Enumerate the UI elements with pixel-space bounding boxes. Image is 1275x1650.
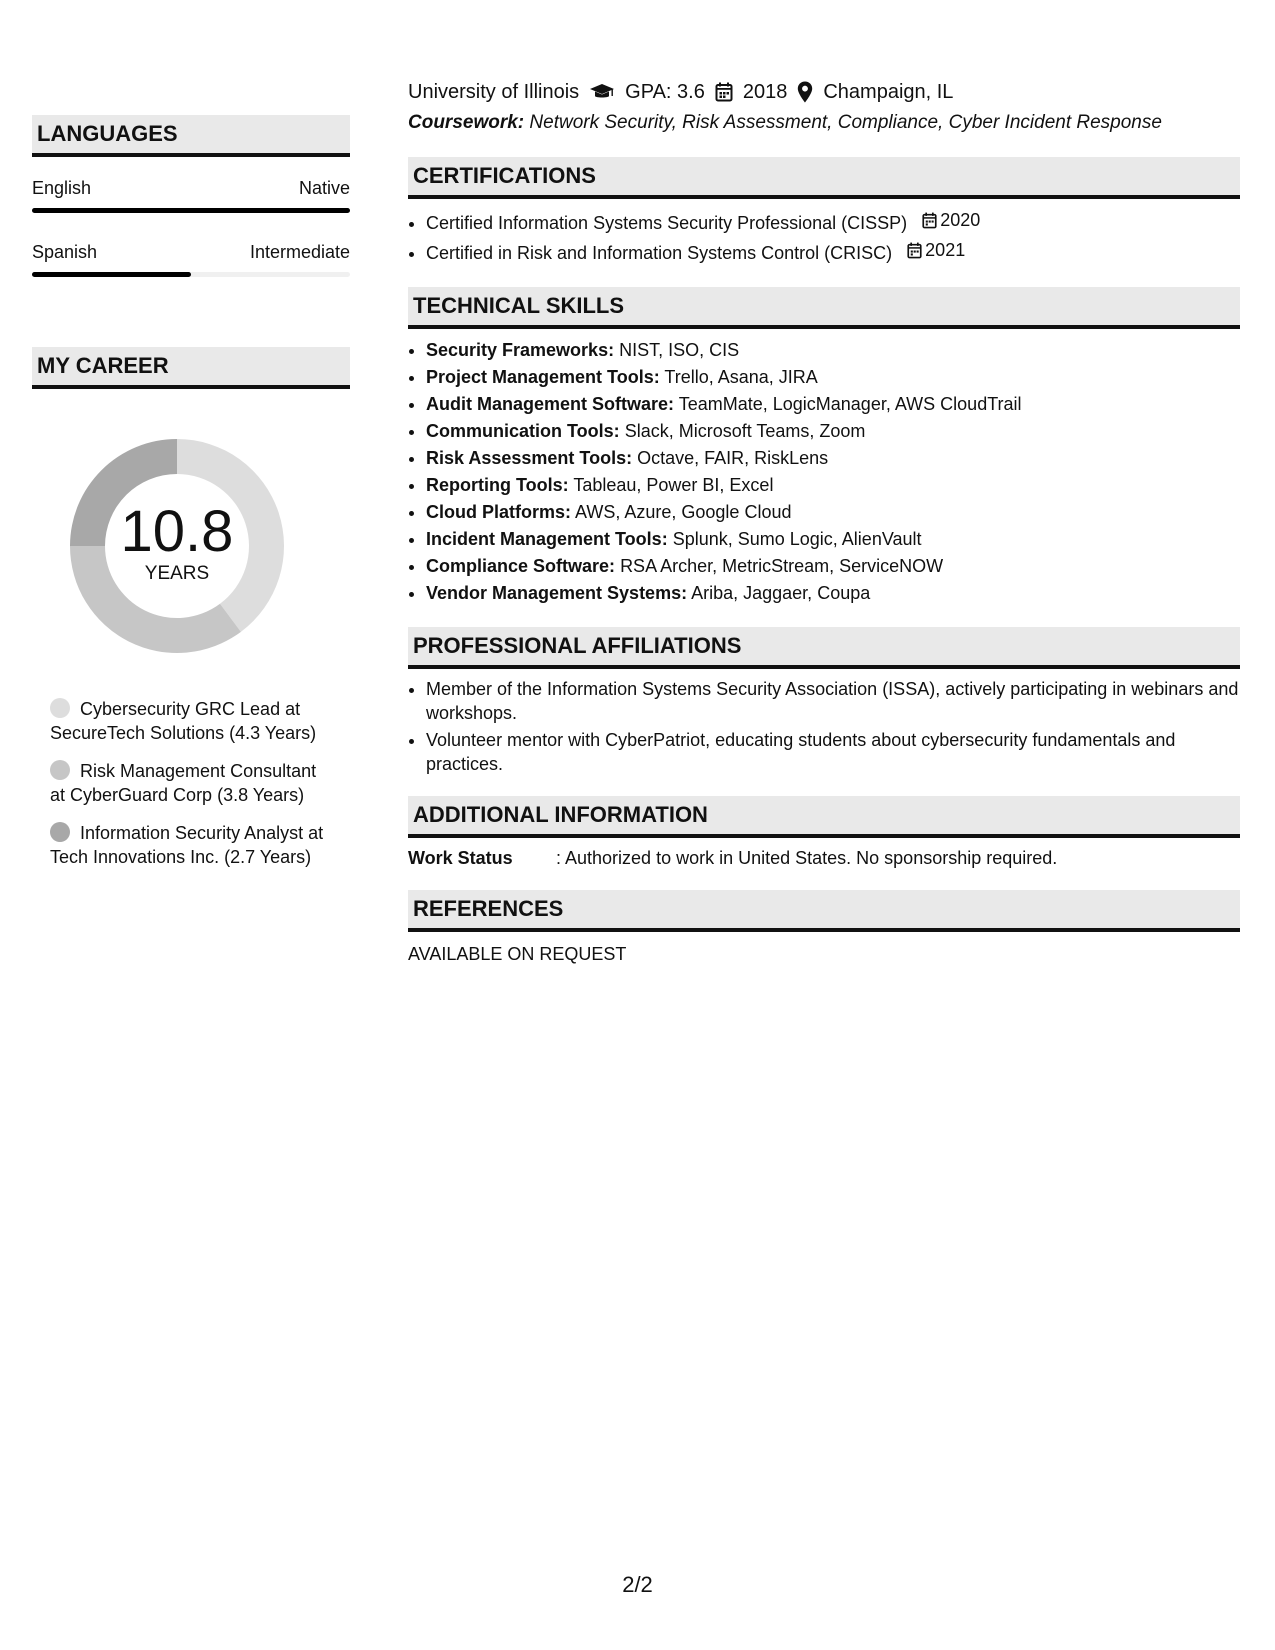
skill-label: Communication Tools: xyxy=(426,421,620,441)
career-years-label: YEARS xyxy=(144,563,210,584)
calendar-icon xyxy=(715,82,733,102)
language-item xyxy=(32,177,350,213)
language-name: English xyxy=(32,178,92,198)
references-header: REFERENCES xyxy=(408,890,1240,932)
career-role-text: Information Security Analyst at Tech Innovations Inc. (2.7 Years) xyxy=(50,823,324,867)
career-role-text: Risk Management Consultant at CyberGuard Corp (3.8 Years) xyxy=(50,761,317,805)
skill-label: Vendor Management Systems: xyxy=(426,583,688,603)
skill-value: Octave, FAIR, RiskLens xyxy=(637,448,829,468)
calendar-icon xyxy=(907,242,922,259)
skill-label: Compliance Software: xyxy=(426,556,616,576)
education-location: Champaign, IL xyxy=(823,81,954,103)
career-role xyxy=(50,697,332,745)
language-level: Intermediate xyxy=(249,242,350,262)
skill-value: Trello, Asana, JIRA xyxy=(664,367,818,387)
map-pin-icon xyxy=(797,81,813,103)
calendar-icon xyxy=(922,212,937,229)
certification-year: 2020 xyxy=(940,210,981,230)
page-number: 2/2 xyxy=(622,1572,653,1597)
skill-value: TeamMate, LogicManager, AWS CloudTrail xyxy=(678,394,1022,414)
skill-item xyxy=(426,526,1240,553)
skill-value: Tableau, Power BI, Excel xyxy=(573,475,774,495)
gpa: GPA: 3.6 xyxy=(625,81,705,103)
career-role-text: Cybersecurity GRC Lead at SecureTech Solutions (4.3 Years) xyxy=(50,699,317,743)
skill-label: Project Management Tools: xyxy=(426,367,660,387)
certifications-header: CERTIFICATIONS xyxy=(408,157,1240,199)
skill-value: NIST, ISO, CIS xyxy=(619,340,740,360)
legend-dot xyxy=(50,698,70,718)
skill-item xyxy=(426,499,1240,526)
certification-item xyxy=(426,237,1240,267)
language-proficiency-bar xyxy=(32,272,350,277)
skill-item xyxy=(426,472,1240,499)
skill-item xyxy=(426,580,1240,607)
certification-item xyxy=(426,207,1240,237)
certification-name: Certified Information Systems Security Professional (CISSP) xyxy=(426,213,908,233)
certifications-section xyxy=(408,157,1240,267)
skills-list xyxy=(408,337,1240,607)
coursework-text: Network Security, Risk Assessment, Compliance, Cyber Incident Response xyxy=(529,112,1162,133)
affiliation-item: • Volunteer mentor with CyberPatriot, educating students about cybersecurity fundamentals and practices. xyxy=(426,728,1240,776)
language-proficiency-fill xyxy=(32,208,350,213)
skill-value: Splunk, Sumo Logic, AlienVault xyxy=(672,529,922,549)
skill-item xyxy=(426,418,1240,445)
skill-label: Audit Management Software: xyxy=(426,394,675,414)
right-column xyxy=(408,78,1240,966)
certification-name: Certified in Risk and Information Systems Control (CRISC) xyxy=(426,243,893,263)
language-level: Native xyxy=(298,178,350,198)
school-name: University of Illinois xyxy=(408,81,580,103)
certifications-list xyxy=(408,207,1240,267)
career-legend xyxy=(50,697,332,869)
graduation-cap-icon xyxy=(589,83,615,101)
language-item xyxy=(32,241,350,277)
graduation-year: 2018 xyxy=(742,81,788,103)
skill-value: Slack, Microsoft Teams, Zoom xyxy=(624,421,866,441)
legend-dot xyxy=(50,822,70,842)
skill-value: RSA Archer, MetricStream, ServiceNOW xyxy=(620,556,944,576)
career-header: MY CAREER xyxy=(32,347,350,389)
skills-header: TECHNICAL SKILLS xyxy=(408,287,1240,329)
affiliation-item: • Member of the Information Systems Security Association (ISSA), actively participating in webinars and workshops. xyxy=(426,677,1240,725)
language-name: Spanish xyxy=(32,242,98,262)
education-line xyxy=(408,78,1240,106)
affiliations-header: PROFESSIONAL AFFILIATIONS xyxy=(408,627,1240,669)
skill-value: AWS, Azure, Google Cloud xyxy=(575,502,792,522)
additional-section xyxy=(408,796,1240,870)
skill-label: Risk Assessment Tools: xyxy=(426,448,633,468)
skill-label: Cloud Platforms: xyxy=(426,502,572,522)
career-donut-chart xyxy=(62,431,292,661)
coursework xyxy=(408,109,1240,137)
affiliations-list xyxy=(408,677,1240,776)
additional-header: ADDITIONAL INFORMATION xyxy=(408,796,1240,838)
work-status-value: : Authorized to work in United States. No sponsorship required. xyxy=(556,848,1058,868)
skill-item xyxy=(426,364,1240,391)
work-status-row xyxy=(408,846,1240,870)
skill-item xyxy=(426,391,1240,418)
affiliations-section xyxy=(408,627,1240,776)
skills-section xyxy=(408,287,1240,607)
references-section xyxy=(408,890,1240,966)
career-total-years: 10.8 xyxy=(120,499,234,564)
language-proficiency-bar xyxy=(32,208,350,213)
coursework-label: Coursework: xyxy=(408,112,525,133)
career-role xyxy=(50,821,332,869)
skill-value: Ariba, Jaggaer, Coupa xyxy=(691,583,871,603)
references-text: AVAILABLE ON REQUEST xyxy=(408,944,627,964)
skill-item xyxy=(426,337,1240,364)
skill-label: Reporting Tools: xyxy=(426,475,569,495)
certification-year: 2021 xyxy=(925,240,966,260)
skill-item xyxy=(426,553,1240,580)
skill-item xyxy=(426,445,1240,472)
skill-label: Incident Management Tools: xyxy=(426,529,668,549)
legend-dot xyxy=(50,760,70,780)
skill-label: Security Frameworks: xyxy=(426,340,615,360)
language-proficiency-fill xyxy=(32,272,191,277)
languages-header: LANGUAGES xyxy=(32,115,350,157)
left-column xyxy=(32,115,350,883)
work-status-label: Work Status xyxy=(408,848,513,868)
career-role xyxy=(50,759,332,807)
